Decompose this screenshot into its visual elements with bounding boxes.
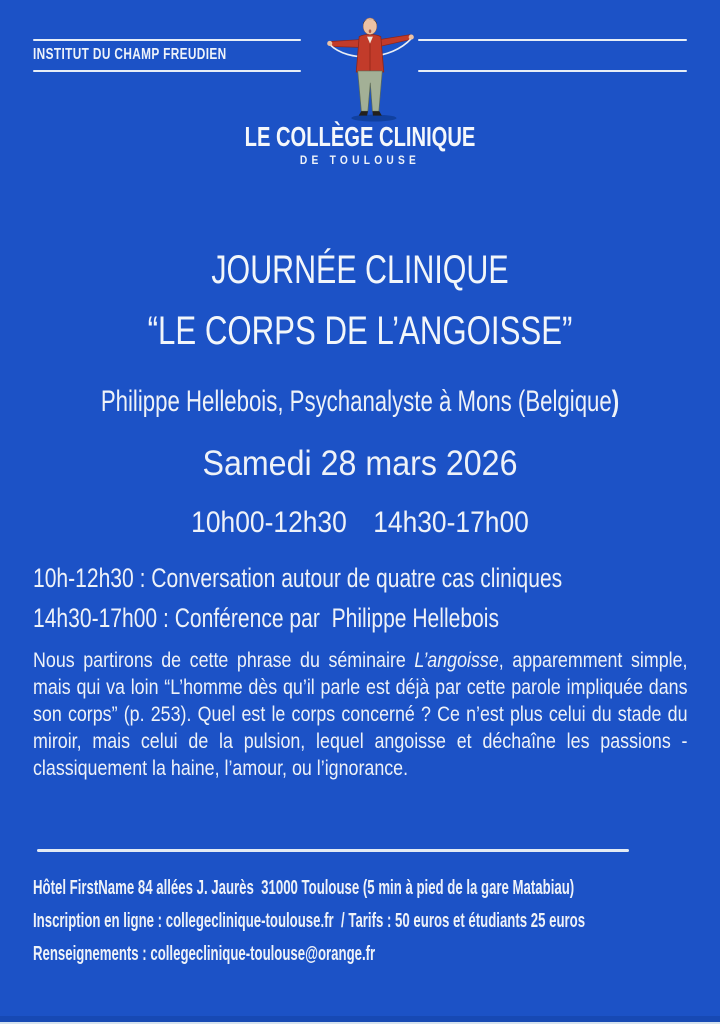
time-afternoon: 14h30-17h00 [373,506,529,539]
description-part2: , apparemment simple, mais qui va loin “L’homme dès qu’il parle est déjà par cette parole impliquée dans son corps” (p. 253). Quel est le corps concerné ? Ce n’est plus celui du stade du miroir, mais celui de la pulsion, lequel angoisse et déchaîne les passions - classiquement la haine, l’amour, ou l’ignorance. [33,649,688,780]
schedule-line-afternoon: 14h30-17h00 : Conférence par Philippe Hellebois [33,603,499,633]
event-times [43,506,677,540]
header-rule-right-top [418,39,687,41]
description-italic-title: L’angoisse [414,649,499,672]
schedule-line-morning: 10h-12h30 : Conversation autour de quatre cas cliniques [33,563,563,593]
college-title: LE COLLÈGE CLINIQUE [244,121,476,152]
speaker-text: Philippe Hellebois, Psychanalyste à Mons (Belgique [100,385,612,418]
contact-line: Renseignements : collegeclinique-toulouse@orange.fr [33,943,376,965]
registration-line: Inscription en ligne : collegeclinique-toulouse.fr / Tarifs : 50 euros et étudiants 25 euros [33,910,586,932]
event-title: JOURNÉE CLINIQUE [211,248,509,292]
time-morning: 10h00-12h30 [191,506,347,539]
tightrope-walker-icon [320,14,420,124]
speaker-closing-paren: ) [611,385,620,418]
speaker-line [94,385,627,419]
event-description [33,647,688,782]
header-rule-right-bottom [418,70,687,72]
venue-line: Hôtel FirstName 84 allées J. Jaurès 31000 Toulouse (5 min à pied de la gare Matabiau) [33,877,575,899]
header-rule-left-top [33,39,301,41]
college-subtitle: DE TOULOUSE [299,153,421,167]
footer-divider [37,849,629,852]
event-date: Samedi 28 mars 2026 [202,444,518,483]
header-rule-left-bottom [33,70,301,72]
institut-label: INSTITUT DU CHAMP FREUDIEN [33,46,227,63]
footer-info [33,872,686,971]
description-part1: Nous partirons de cette phrase du séminaire [33,649,415,672]
event-subtitle: “LE CORPS DE L’ANGOISSE” [147,309,573,353]
